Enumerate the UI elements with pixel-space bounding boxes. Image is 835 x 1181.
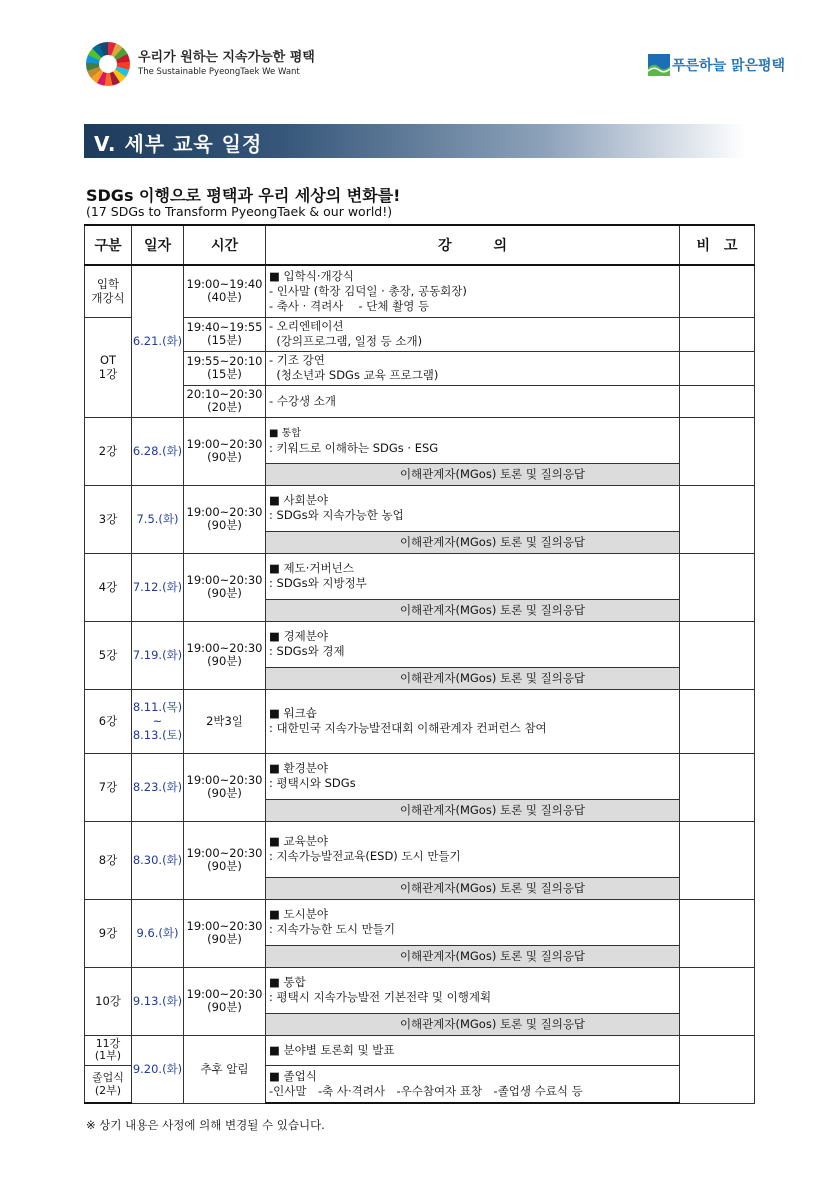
time-cell: 19:00~20:30 (90분)	[184, 967, 266, 1035]
date-cell: 9.20.(화)	[132, 1035, 184, 1103]
time-cell: 19:40~19:55 (15분)	[184, 317, 266, 351]
footnote: ※ 상기 내용은 사정에 의해 변경될 수 있습니다.	[86, 1118, 325, 1132]
division-cell: 입학 개강식	[85, 265, 132, 317]
table-row	[85, 753, 755, 799]
time-cell: 19:00~20:30 (90분)	[184, 417, 266, 485]
table-row	[85, 621, 755, 667]
lecture-cell: ■ 제도·거버넌스 : SDGs와 지방정부	[266, 553, 680, 599]
note-cell	[680, 553, 755, 621]
note-cell	[680, 899, 755, 967]
note-cell	[680, 485, 755, 553]
note-cell	[680, 821, 755, 899]
date-cell: 6.28.(화)	[132, 417, 184, 485]
note-cell	[680, 621, 755, 689]
note-cell	[680, 385, 755, 417]
stakeholder-discussion: 이해관계자(MGos) 토론 및 질의응답	[266, 1013, 680, 1035]
date-cell: 7.12.(화)	[132, 553, 184, 621]
lecture-cell: ■ 졸업식 -인사말 -축 사·격려사 -우수참여자 표창 -졸업생 수료식 등	[266, 1065, 680, 1103]
date-cell: 7.5.(화)	[132, 485, 184, 553]
time-cell: 2박3일	[184, 689, 266, 753]
table-row	[85, 351, 755, 385]
division-cell: 11강 (1부)	[85, 1035, 132, 1065]
date-cell: 8.30.(화)	[132, 821, 184, 899]
note-cell	[680, 417, 755, 485]
time-cell: 19:00~20:30 (90분)	[184, 821, 266, 899]
lecture-cell: - 오리엔테이션 (강의프로그램, 일정 등 소개)	[266, 317, 680, 351]
lecture-cell: ■ 환경분야 : 평택시와 SDGs	[266, 753, 680, 799]
stakeholder-discussion: 이해관계자(MGos) 토론 및 질의응답	[266, 463, 680, 485]
subtitle-english: (17 SDGs to Transform PyeongTaek & our world!)	[86, 204, 393, 219]
note-cell	[680, 351, 755, 385]
time-cell: 추후 알림	[184, 1035, 266, 1103]
lecture-cell: ■ 도시분야 : 지속가능한 도시 만들기	[266, 899, 680, 945]
division-cell: 3강	[85, 485, 132, 553]
lecture-cell: ■ 분야별 토론회 및 발표	[266, 1035, 680, 1065]
stakeholder-discussion: 이해관계자(MGos) 토론 및 질의응답	[266, 531, 680, 553]
division-cell: 8강	[85, 821, 132, 899]
division-cell: 9강	[85, 899, 132, 967]
table-row	[85, 553, 755, 599]
note-cell	[680, 689, 755, 753]
time-cell: 19:00~20:30 (90분)	[184, 553, 266, 621]
stakeholder-discussion: 이해관계자(MGos) 토론 및 질의응답	[266, 599, 680, 621]
division-cell: OT 1강	[85, 317, 132, 417]
table-row	[85, 967, 755, 1013]
date-cell: 9.6.(화)	[132, 899, 184, 967]
lecture-cell: ■ 워크숍 : 대한민국 지속가능발전대회 이해관계자 컨퍼런스 참여	[266, 689, 680, 753]
date-cell: 8.23.(화)	[132, 753, 184, 821]
lecture-cell: ■ 경제분야 : SDGs와 경제	[266, 621, 680, 667]
time-cell: 19:55~20:10 (15분)	[184, 351, 266, 385]
table-row	[85, 821, 755, 877]
division-cell: 5강	[85, 621, 132, 689]
header-date: 일자	[132, 225, 184, 265]
time-cell: 19:00~20:30 (90분)	[184, 621, 266, 689]
division-cell: 10강	[85, 967, 132, 1035]
time-cell: 19:00~19:40 (40분)	[184, 265, 266, 317]
date-cell: 7.19.(화)	[132, 621, 184, 689]
date-cell: 9.13.(화)	[132, 967, 184, 1035]
city-wave-icon	[648, 54, 670, 76]
note-cell	[680, 753, 755, 821]
stakeholder-discussion: 이해관계자(MGos) 토론 및 질의응답	[266, 877, 680, 899]
table-row	[85, 485, 755, 531]
note-cell	[680, 1035, 755, 1103]
header-note: 비 고	[680, 225, 755, 265]
stakeholder-discussion: 이해관계자(MGos) 토론 및 질의응답	[266, 799, 680, 821]
header-lecture: 강 의	[266, 225, 680, 265]
table-header-row	[85, 225, 755, 265]
table-row	[85, 1035, 755, 1065]
time-cell: 19:00~20:30 (90분)	[184, 899, 266, 967]
section-title-bar	[84, 124, 746, 158]
lecture-cell: ■ 입학식·개강식 - 인사말 (학장 김덕일 · 총장, 공동회장) - 축사 · 격려사 - 단체 촬영 등	[266, 265, 680, 317]
page-header	[86, 40, 786, 90]
lecture-cell: ■ 사회분야 : SDGs와 지속가능한 농업	[266, 485, 680, 531]
time-cell: 19:00~20:30 (90분)	[184, 485, 266, 553]
header-division: 구분	[85, 225, 132, 265]
note-cell	[680, 967, 755, 1035]
table-row	[85, 899, 755, 945]
date-cell: 8.11.(목) ~ 8.13.(토)	[132, 689, 184, 753]
table-row	[85, 265, 755, 317]
sdg-wheel-icon	[86, 42, 130, 86]
date-cell: 6.21.(화)	[132, 265, 184, 417]
lecture-cell: ■ 통합 : 키워드로 이해하는 SDGs · ESG	[266, 417, 680, 463]
division-cell: 2강	[85, 417, 132, 485]
lecture-cell: ■ 통합 : 평택시 지속가능발전 기본전략 및 이행계획	[266, 967, 680, 1013]
slogan-korean: 우리가 원하는 지속가능한 평택	[138, 50, 315, 65]
table-row	[85, 689, 755, 753]
note-cell	[680, 317, 755, 351]
schedule-table	[84, 224, 755, 1104]
division-cell: 4강	[85, 553, 132, 621]
lecture-cell: - 기조 강연 (청소년과 SDGs 교육 프로그램)	[266, 351, 680, 385]
lecture-cell: ■ 교육분야 : 지속가능발전교육(ESD) 도시 만들기	[266, 821, 680, 877]
city-logo-text: 푸른하늘 맑은평택	[672, 58, 786, 74]
division-cell: 졸업식 (2부)	[85, 1065, 132, 1103]
table-row	[85, 385, 755, 417]
table-row	[85, 417, 755, 463]
slogan-english: The Sustainable PyeongTaek We Want	[138, 67, 300, 77]
header-time: 시간	[184, 225, 266, 265]
note-cell	[680, 265, 755, 317]
subtitle: SDGs 이행으로 평택과 우리 세상의 변화를!	[86, 186, 401, 205]
section-title: V. 세부 교육 일정	[94, 132, 263, 156]
city-logo	[648, 52, 786, 80]
time-cell: 19:00~20:30 (90분)	[184, 753, 266, 821]
division-cell: 6강	[85, 689, 132, 753]
time-cell: 20:10~20:30 (20분)	[184, 385, 266, 417]
stakeholder-discussion: 이해관계자(MGos) 토론 및 질의응답	[266, 945, 680, 967]
table-row	[85, 317, 755, 351]
lecture-cell: - 수강생 소개	[266, 385, 680, 417]
division-cell: 7강	[85, 753, 132, 821]
stakeholder-discussion: 이해관계자(MGos) 토론 및 질의응답	[266, 667, 680, 689]
